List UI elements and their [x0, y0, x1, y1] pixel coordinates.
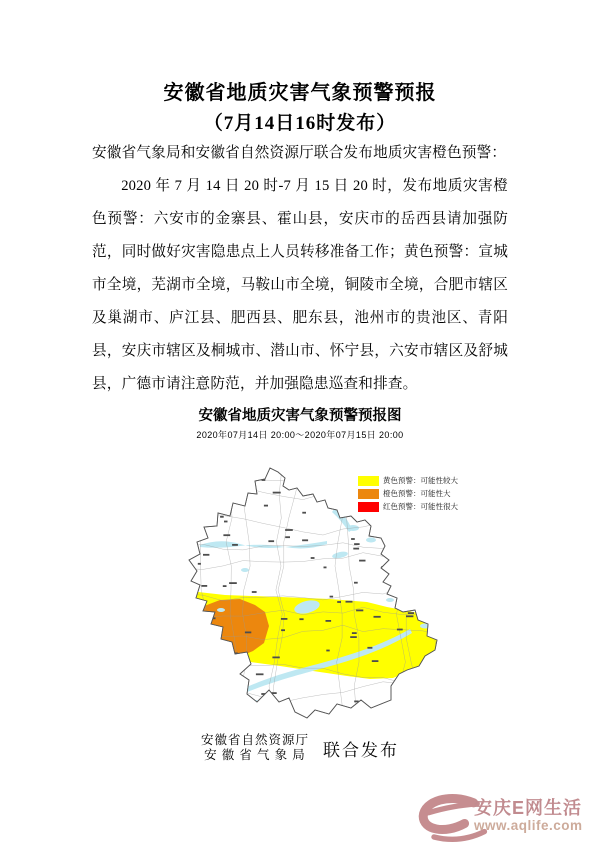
map-valid-period: 2020年07月14日 20:00～2020年07月15日 20:00: [196, 430, 404, 440]
watermark-site-url: www.aqlife.com: [474, 818, 583, 833]
document-body: [92, 137, 508, 401]
legend-row-yellow: [358, 474, 458, 487]
issuer-meteorological-bureau: 安 徽 省 气 象 局: [204, 748, 306, 762]
joint-release-label: 联合发布: [323, 740, 399, 760]
map-legend: [358, 474, 458, 513]
paragraph-issuing-statement: 安徽省气象局和安徽省自然资源厅联合发布地质灾害橙色预警：: [92, 145, 507, 161]
red-legend-label: 红色预警：可能性很大: [383, 502, 458, 511]
red-swatch: [358, 502, 379, 512]
issuer-block: [0, 733, 600, 763]
issuer-agencies: [201, 733, 309, 763]
legend-row-orange: [358, 487, 458, 500]
map-figure-title: 安徽省地质灾害气象预警预报图: [198, 408, 402, 424]
orange-legend-label: 橙色预警：可能性大: [383, 489, 451, 498]
paragraph-warning-detail: 2020 年 7 月 14 日 20 时-7 月 15 日 20 时，发布地质灾害橙色预警：六安市的金寨县、霍山县，安庆市的岳西县请加强防范，同时做好灾害隐患点上人员转移准备工作；黄色预警：宣城市全境，芜湖市全境，马鞍山市全境，铜陵市全境，合肥市辖区及巢湖市、庐江县、肥西县、肥东县，池州市的贵池区、青阳县，安庆市辖区及桐城市、潜山市、怀宁县，六安市辖区及舒城县，广德市请注意防范，并加强隐患巡查和排查。: [92, 178, 508, 392]
document-subtitle: （7月14日16时发布）: [203, 113, 397, 134]
yellow-legend-label: 黄色预警：可能性较大: [383, 476, 458, 485]
watermark-site-name: 安庆E网生活: [474, 798, 583, 818]
yellow-swatch: [358, 476, 379, 486]
legend-row-red: [358, 500, 458, 513]
site-watermark: [416, 792, 596, 846]
orange-swatch: [358, 489, 379, 499]
watermark-text: [474, 798, 583, 834]
document-title: 安徽省地质灾害气象预警预报: [163, 82, 437, 104]
issuer-natural-resources: 安徽省自然资源厅: [200, 733, 309, 747]
